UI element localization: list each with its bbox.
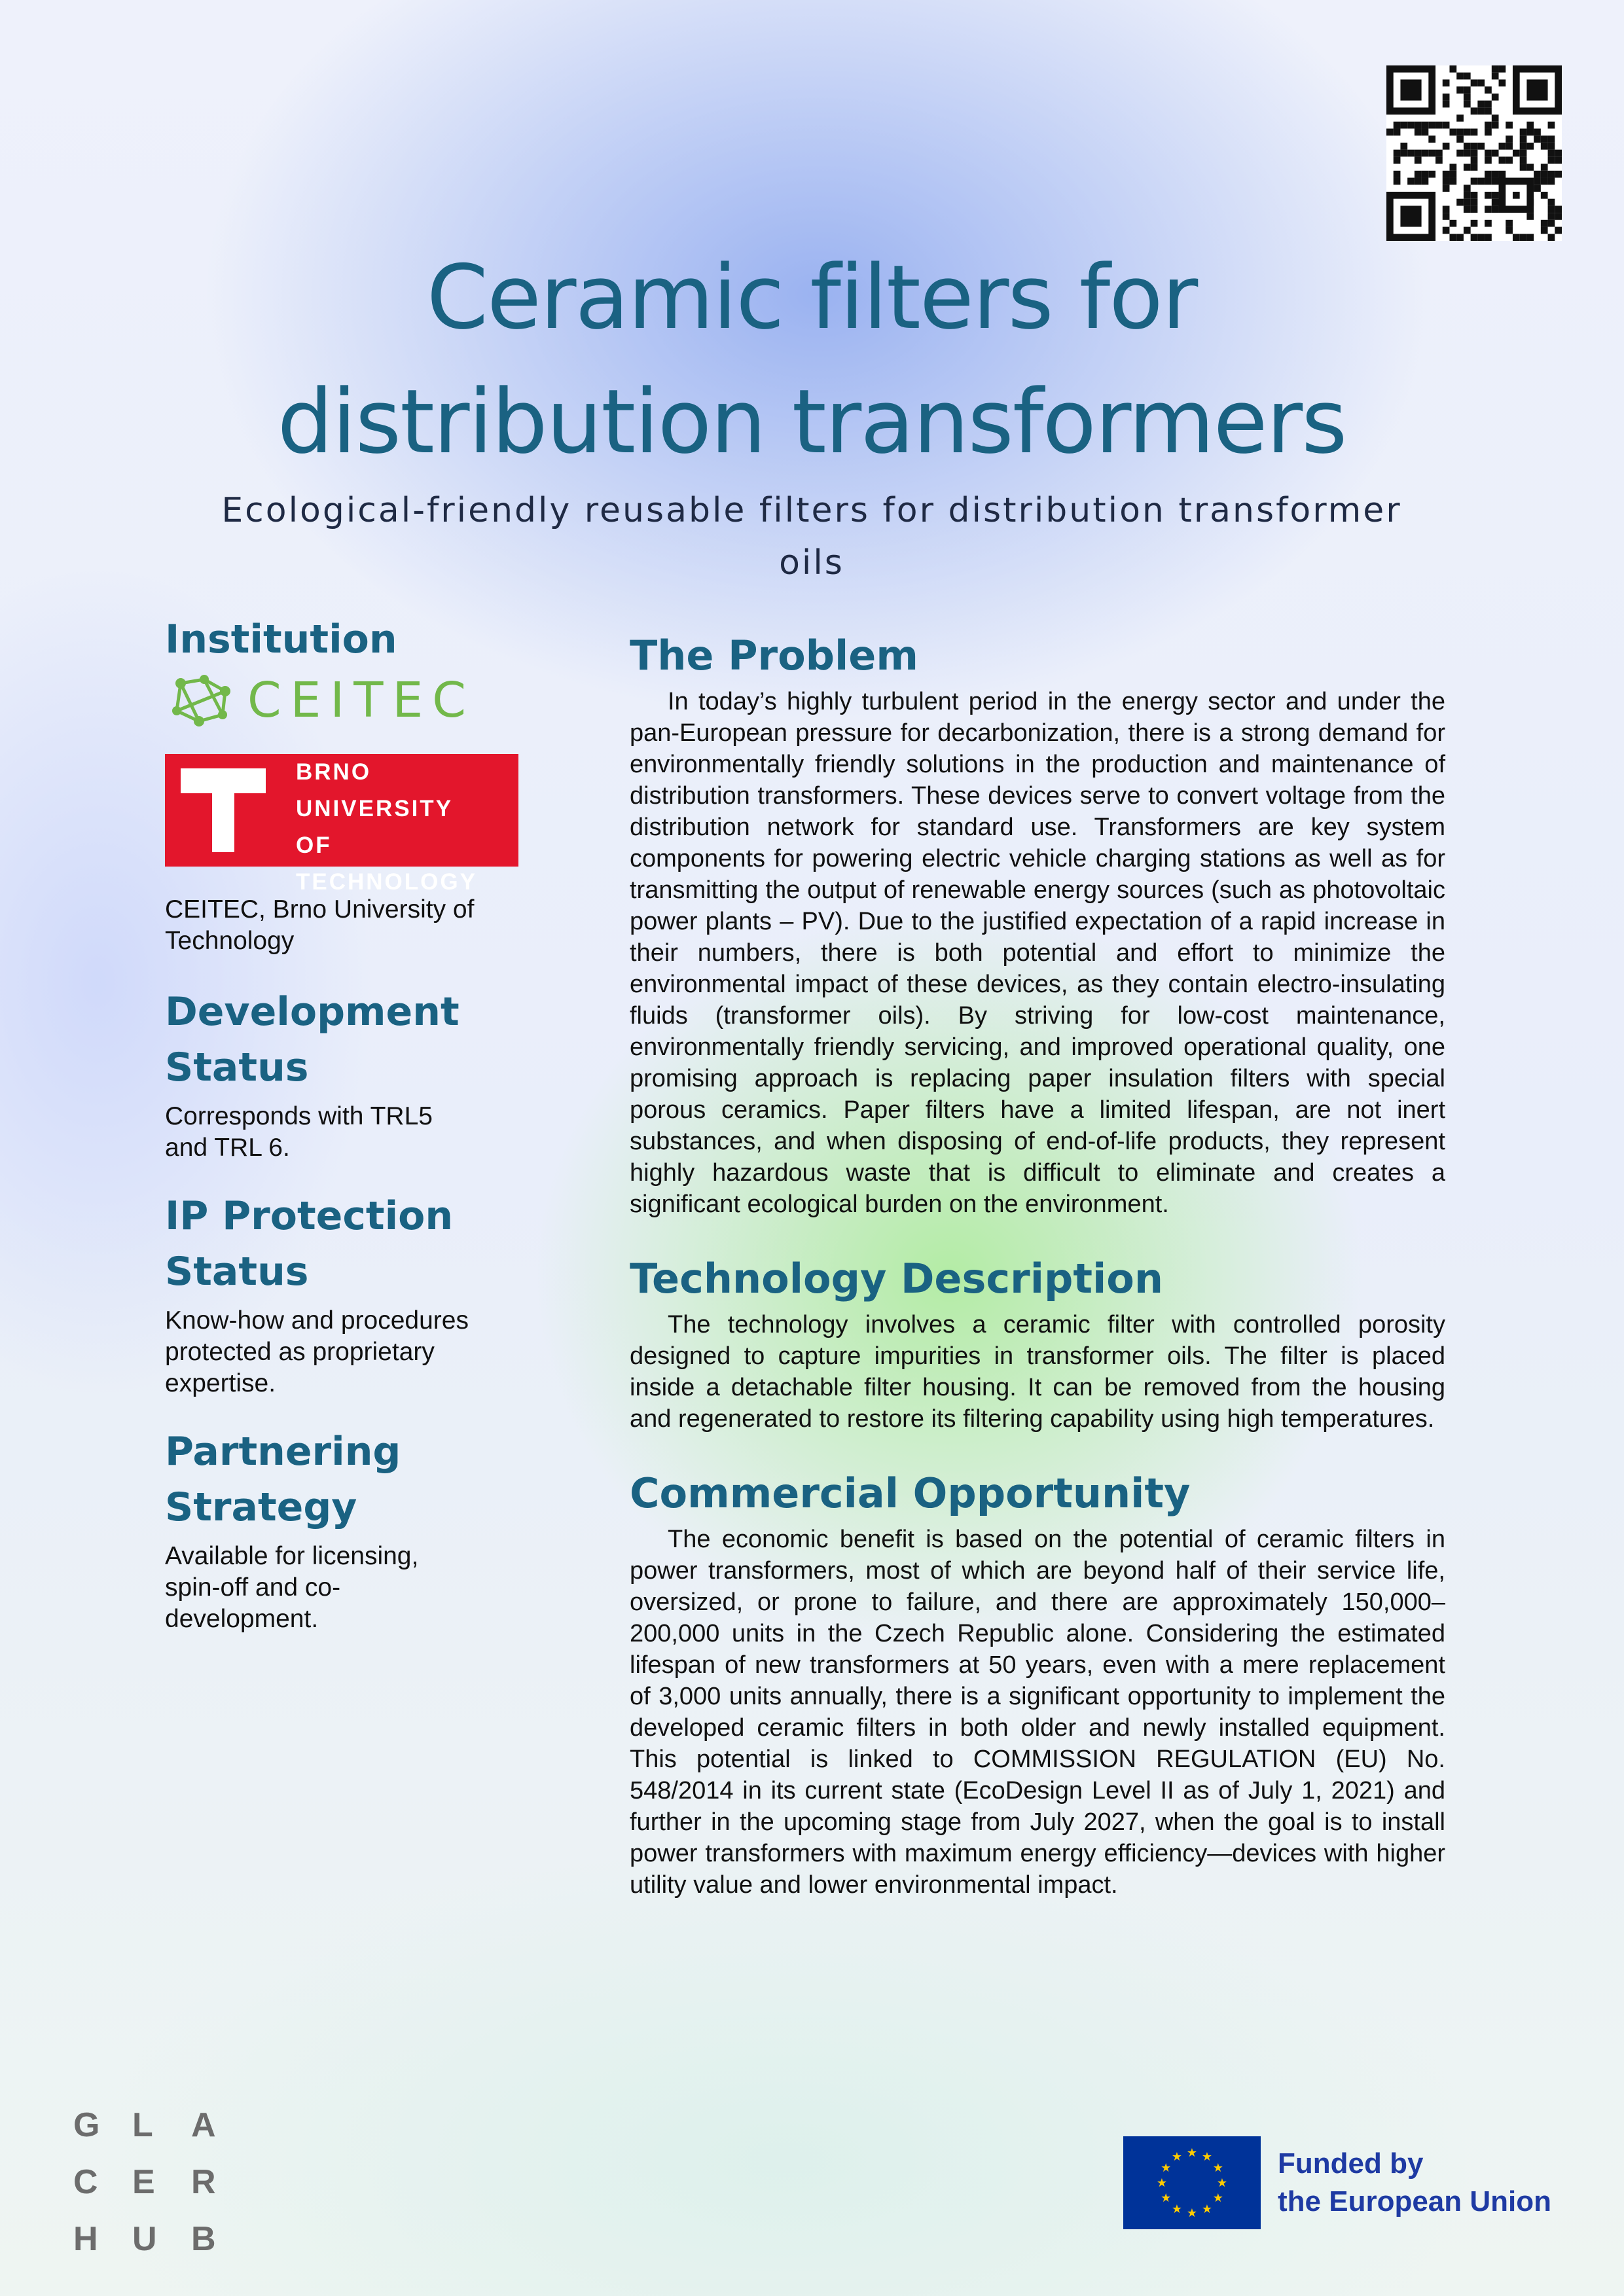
glacer-letter: E [132, 2163, 155, 2201]
ceitec-molecule-icon [165, 674, 238, 726]
problem-text: In today’s highly turbulent period in the energy sector and under the pan-European pressure for decarbonization, there is a strong demand for environmentally friendly solutions in the production and maintenance of distribution transformers. These devices serve to convert voltage from the distribution network for standard use. Transformers are key system components for powering electric vehicle charging stations as well as for transmitting the output of renewable energy sources (such as photovoltaic power plants – PV). Due to the justified expectation of a rapid increase in their numbers, there is both potential and effort to minimize the environmental impact of these devices, as they contain electro-insulating fluids (transformer oils). By striving for low-cost maintenance, environmentally friendly servicing, and improved operational quality, one promising approach is replacing paper insulation filters with special porous ceramics. Paper filters have a limited lifespan, are not inert substances, and when disposing of end-of-life products, they represent highly hazardous waste that is difficult to eliminate and creates a significant ecological burden on the environment. [630, 688, 1445, 1218]
development-text: Corresponds with TRL5 and TRL 6. [165, 1102, 433, 1162]
glacer-letter: R [191, 2163, 216, 2201]
eu-text-line-2: the European Union [1278, 2185, 1551, 2217]
partnering-heading-line-1: Partnering [165, 1429, 401, 1475]
ip-heading-line-1: IP Protection [165, 1193, 454, 1239]
but-logo-line-3: OF TECHNOLOGY [296, 833, 477, 895]
svg-text:★: ★ [1201, 2202, 1213, 2215]
sidebar [165, 612, 532, 1635]
page-subtitle: Ecological-friendly reusable filters for distribution transformer oils [221, 491, 1402, 583]
svg-text:★: ★ [1171, 2202, 1183, 2215]
commercial-heading: Commercial Opportunity [630, 1469, 1191, 1517]
ip-text: Know-how and procedures protected as proprietary expertise. [165, 1306, 469, 1397]
glacer-row-1 [73, 2097, 250, 2154]
svg-text:★: ★ [1161, 2161, 1172, 2174]
glacer-letter: L [132, 2106, 153, 2144]
qr-code-icon [1386, 65, 1562, 241]
institution-heading: Institution [165, 617, 397, 662]
problem-heading: The Problem [630, 632, 918, 679]
glacer-row-2 [73, 2154, 250, 2211]
partnering-heading-line-2: Strategy [165, 1484, 357, 1530]
svg-text:★: ★ [1201, 2150, 1213, 2164]
development-heading-line-2: Status [165, 1045, 309, 1090]
glacer-letter: C [73, 2163, 98, 2201]
svg-text:★: ★ [1212, 2191, 1223, 2204]
ceitec-logo-text: CEITEC [247, 672, 475, 728]
glacer-letter: G [73, 2106, 100, 2144]
glacer-letter: H [73, 2220, 98, 2258]
but-logo-line-1: BRNO [296, 759, 372, 785]
technology-text: The technology involves a ceramic filter with controlled porosity designed to capture impurities in transformer oils. The filter is placed inside a detachable filter housing. It can be removed from the housing and regenerated to restore its filtering capability using high temperatures. [630, 1311, 1445, 1433]
page-title [157, 236, 1466, 484]
glacer-row-3 [73, 2211, 250, 2268]
but-logo [165, 754, 518, 895]
glacer-letter: B [191, 2220, 216, 2258]
ip-heading [165, 1189, 532, 1300]
glacer-letter: U [132, 2220, 157, 2258]
svg-text:★: ★ [1161, 2191, 1172, 2204]
svg-text:★: ★ [1171, 2150, 1183, 2164]
partnering-text: Available for licensing, spin-off and co-development. [165, 1542, 419, 1633]
commercial-text: The economic benefit is based on the potential of ceramic filters in power transformers, most of which are beyond half of their service life, oversized, or prone to failure, and there are approximately 150,000–200,000 units in the Czech Republic alone. Considering the estimated lifespan of new transformers at 50 years, even with a mere replacement of 3,000 units annually, there is a significant opportunity to implement the developed ceramic filters in both older and newly installed equipment. This potential is linked to COMMISSION REGULATION (EU) No. 548/2014 in its current state (EcoDesign Level II as of July 1, 2021) and further in the upcoming stage from July 2027, when the goal is to install power transformers with maximum energy efficiency—devices with higher utility value and lower environmental impact. [630, 1526, 1445, 1899]
title-line-2: distribution transformers [277, 370, 1346, 473]
institution-text: CEITEC, Brno University of Technology [165, 895, 475, 955]
partnering-heading [165, 1424, 532, 1535]
title-line-1: Ceramic filters for [426, 246, 1197, 349]
but-logo-line-2: UNIVERSITY [296, 796, 454, 821]
svg-text:★: ★ [1186, 2206, 1198, 2219]
eu-funding-logo [1123, 2136, 1551, 2229]
ip-heading-line-2: Status [165, 1249, 309, 1295]
main-content [630, 630, 1445, 1901]
svg-text:★: ★ [1216, 2176, 1228, 2189]
glacer-letter: A [191, 2106, 216, 2144]
glacer-hub-logo [73, 2097, 250, 2268]
ceitec-logo [165, 668, 532, 733]
svg-text:★: ★ [1156, 2176, 1168, 2189]
eu-stars-icon [1123, 2136, 1261, 2229]
svg-text:★: ★ [1186, 2146, 1198, 2159]
development-heading-line-1: Development [165, 989, 460, 1035]
development-heading [165, 984, 532, 1096]
technology-heading: Technology Description [630, 1255, 1163, 1302]
but-t-logo-icon [181, 768, 266, 852]
svg-text:★: ★ [1212, 2161, 1223, 2174]
eu-text-line-1: Funded by [1278, 2147, 1424, 2179]
